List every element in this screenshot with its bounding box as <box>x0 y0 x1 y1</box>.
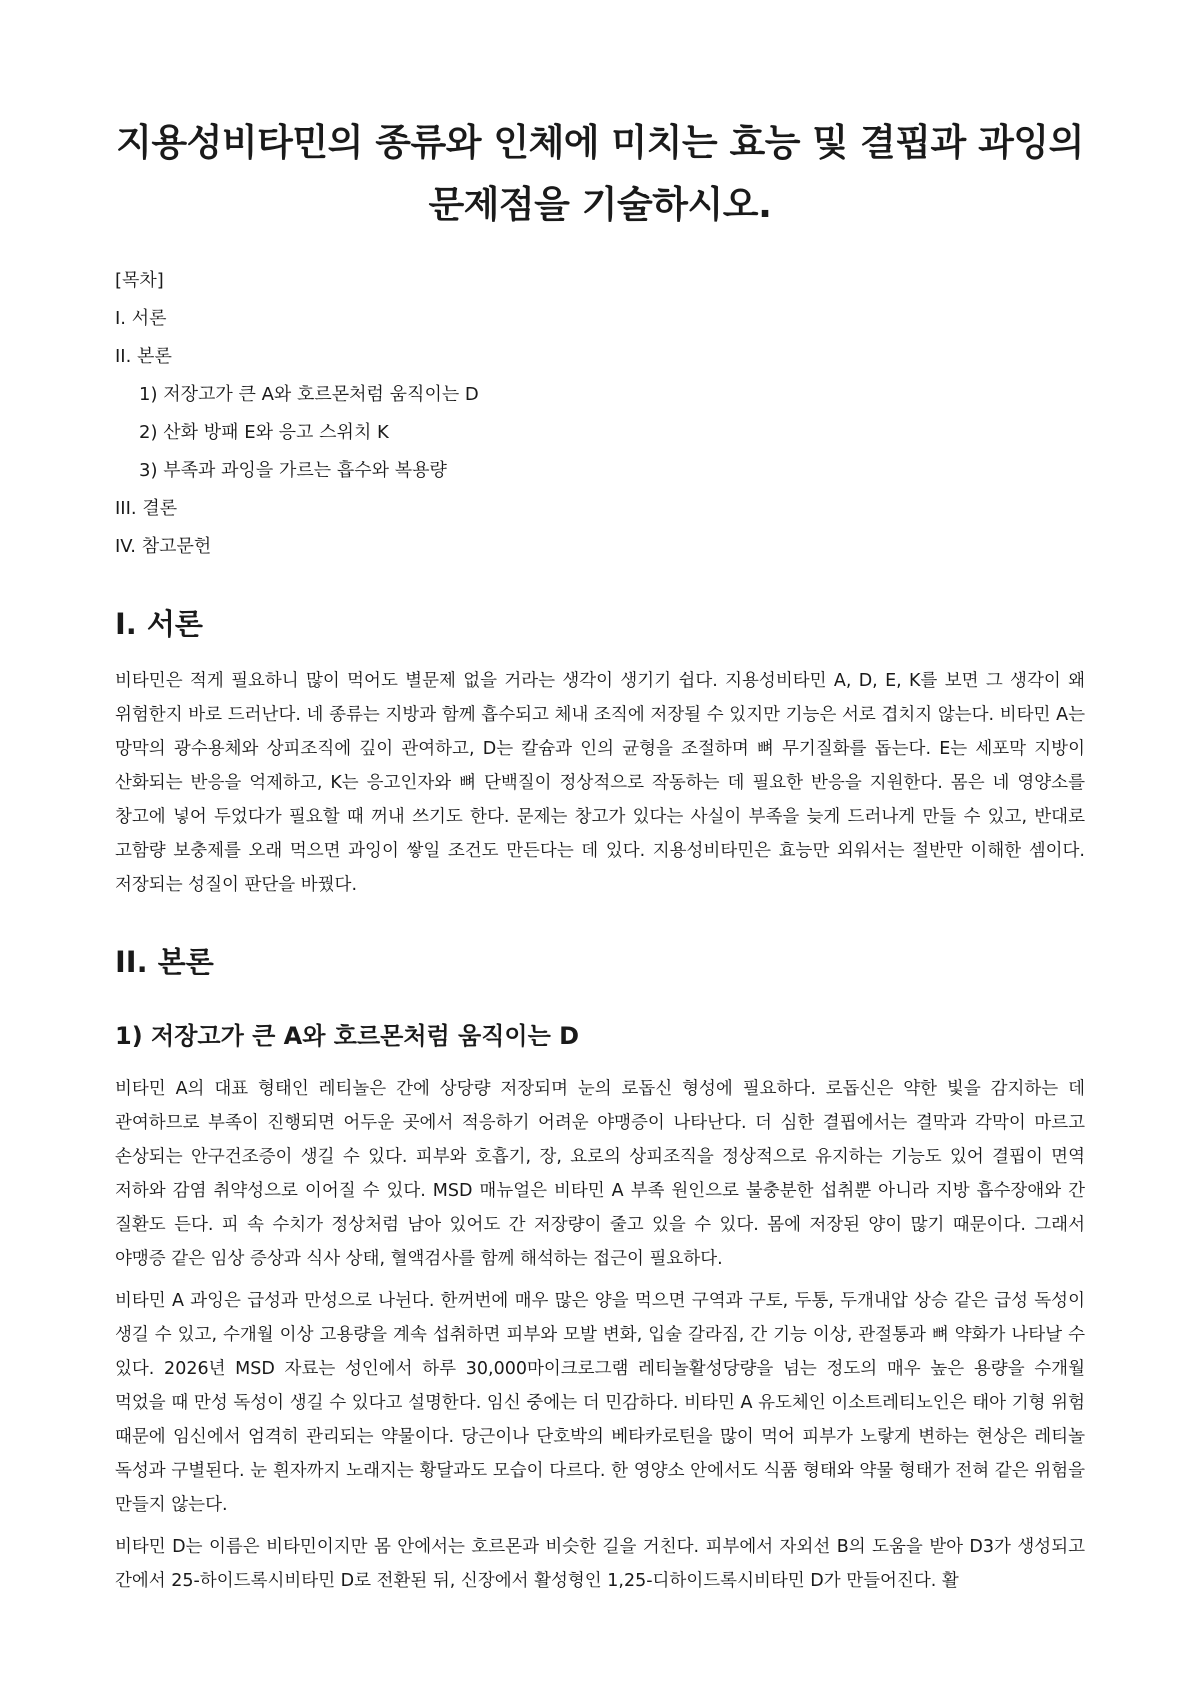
toc-item-body-1: 1) 저장고가 큰 A와 호르몬처럼 움직이는 D <box>139 384 479 405</box>
intro-section <box>115 604 1085 902</box>
body-paragraph: 비타민 A 과잉은 급성과 만성으로 나뉜다. 한꺼번에 매우 많은 양을 먹으면 구역과 구토, 두통, 두개내압 상승 같은 급성 독성이 생길 수 있고, 수개월 이상 고용량을 계속 섭취하면 피부와 모발 변화, 입술 갈라짐, 간 기능 이상, 관절통과 뼈 약화가 나타날 수 있다. 2026년 MSD 자료는 성인에서 하루 30,000마이크로그램 레티놀활성당량을 넘는 정도의 매우 높은 용량을 수개월 먹었을 때 만성 독성이 생길 수 있다고 설명한다. 임신 중에는 더 민감하다. 비타민 A 유도체인 이소트레티노인은 태아 기형 위험 때문에 임신에서 엄격히 관리되는 약물이다. 당근이나 단호박의 베타카로틴을 많이 먹어 피부가 노랗게 변하는 현상은 레티놀 독성과 구별된다. 눈 흰자까지 노래지는 황달과도 모습이 다르다. 한 영양소 안에서도 식품 형태와 약물 형태가 전혀 같은 위험을 만들지 않는다. <box>115 1291 1085 1515</box>
body-section <box>115 942 1085 1598</box>
table-of-contents <box>115 262 1085 566</box>
intro-paragraph: 비타민은 적게 필요하니 많이 먹어도 별문제 없을 거라는 생각이 생기기 쉽다. 지용성비타민 A, D, E, K를 보면 그 생각이 왜 위험한지 바로 드러난다. 네 종류는 지방과 함께 흡수되고 체내 조직에 저장될 수 있지만 기능은 서로 겹치지 않는다. 비타민 A는 망막의 광수용체와 상피조직에 깊이 관여하고, D는 칼슘과 인의 균형을 조절하며 뼈 무기질화를 돕는다. E는 세포막 지방이 산화되는 반응을 억제하고, K는 응고인자와 뼈 단백질이 정상적으로 작동하는 데 필요한 반응을 지원한다. 몸은 네 영양소를 창고에 넣어 두었다가 필요할 때 꺼내 쓰기도 한다. 문제는 창고가 있다는 사실이 부족을 늦게 드러나게 만들 수 있고, 반대로 고함량 보충제를 오래 먹으면 과잉이 쌓일 조건도 만든다는 데 있다. 지용성비타민은 효능만 외워서는 절반만 이해한 셈이다. 저장되는 성질이 판단을 바꿨다. <box>115 671 1085 895</box>
toc-heading: [목차] <box>115 270 164 291</box>
body-paragraph: 비타민 A의 대표 형태인 레티놀은 간에 상당량 저장되며 눈의 로돕신 형성에 필요하다. 로돕신은 약한 빛을 감지하는 데 관여하므로 부족이 진행되면 어두운 곳에서 적응하기 어려운 야맹증이 나타난다. 더 심한 결핍에서는 결막과 각막이 마르고 손상되는 안구건조증이 생길 수 있다. 피부와 호흡기, 장, 요로의 상피조직을 정상적으로 유지하는 기능도 있어 결핍이 면역 저하와 감염 취약성으로 이어질 수 있다. MSD 매뉴얼은 비타민 A 부족 원인으로 불충분한 섭취뿐 아니라 지방 흡수장애와 간 질환도 든다. 피 속 수치가 정상처럼 남아 있어도 간 저장량이 줄고 있을 수 있다. 몸에 저장된 양이 많기 때문이다. 그래서 야맹증 같은 임상 증상과 식사 상태, 혈액검사를 함께 해석하는 접근이 필요하다. <box>115 1079 1085 1269</box>
toc-item-body-2: 2) 산화 방패 E와 응고 스위치 K <box>139 422 389 443</box>
toc-item-body-3: 3) 부족과 과잉을 가르는 흡수와 복용량 <box>139 460 447 481</box>
toc-item-conclusion: III. 결론 <box>115 498 178 519</box>
body-subsection-1-heading: 1) 저장고가 큰 A와 호르몬처럼 움직이는 D <box>115 1022 580 1050</box>
toc-item-references: IV. 참고문헌 <box>115 536 212 557</box>
body-heading: II. 본론 <box>115 945 214 979</box>
body-paragraph: 비타민 D는 이름은 비타민이지만 몸 안에서는 호르몬과 비슷한 길을 거친다. 피부에서 자외선 B의 도움을 받아 D3가 생성되고 간에서 25-하이드록시비타민 D로 전환된 뒤, 신장에서 활성형인 1,25-디하이드록시비타민 D가 만들어진다. 활 <box>115 1537 1085 1591</box>
document-title: 지용성비타민의 종류와 인체에 미치는 효능 및 결핍과 과잉의 문제점을 기술하시오. <box>116 121 1084 226</box>
intro-heading: I. 서론 <box>115 607 203 641</box>
toc-item-body: II. 본론 <box>115 346 172 367</box>
toc-item-intro: I. 서론 <box>115 308 167 329</box>
